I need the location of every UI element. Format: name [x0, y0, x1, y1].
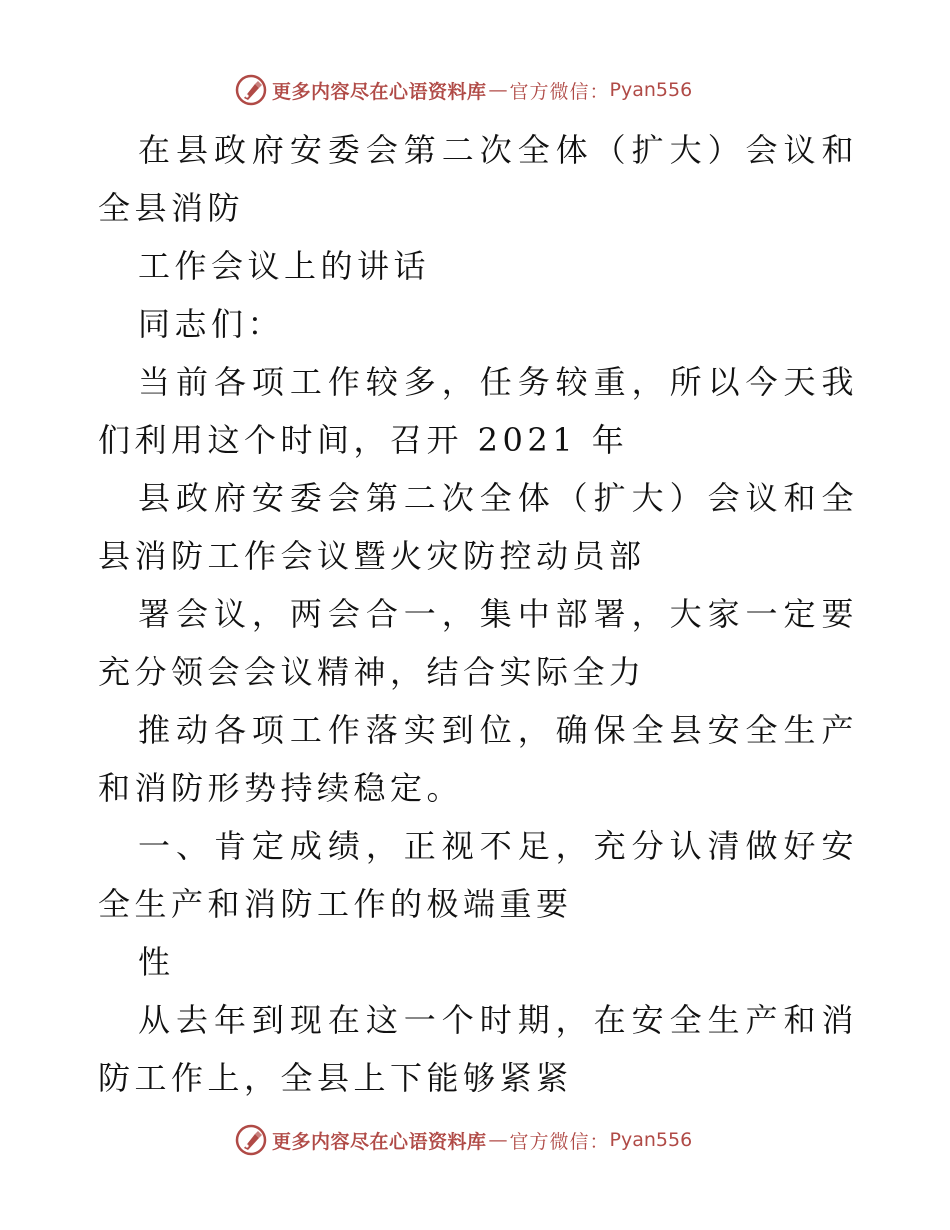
watermark-wechat-id: Pyan556 — [609, 1129, 693, 1151]
watermark-main-text: 更多内容尽在心语资料库 — [272, 80, 487, 103]
salutation: 同志们： — [138, 305, 285, 343]
watermark-sub-text: 官方微信： — [509, 80, 610, 103]
document-body — [98, 121, 858, 1107]
watermark-dash: — — [488, 1129, 508, 1151]
section-heading-continued: 性 — [138, 943, 175, 981]
document-title-line-1: 在县政府安委会第二次全体（扩大）会议和全县消防 — [98, 131, 858, 227]
document-title-line-2: 工作会议上的讲话 — [138, 247, 431, 285]
paragraph: 当前各项工作较多，任务较重，所以今天我们利用这个时间，召开 2021 年 — [98, 363, 858, 459]
watermark-wechat-id: Pyan556 — [609, 79, 693, 101]
paragraph: 署会议，两会合一，集中部署，大家一定要充分领会会议精神，结合实际全力 — [98, 595, 858, 691]
watermark-header — [234, 70, 692, 110]
paragraph: 县政府安委会第二次全体（扩大）会议和全县消防工作会议暨火灾防控动员部 — [98, 479, 858, 575]
paragraph: 推动各项工作落实到位，确保全县安全生产和消防形势持续稳定。 — [98, 711, 858, 807]
watermark-footer — [234, 1120, 692, 1160]
watermark-sub-text: 官方微信： — [509, 1130, 610, 1153]
watermark-main-text: 更多内容尽在心语资料库 — [272, 1130, 487, 1153]
section-heading: 一、肯定成绩，正视不足，充分认清做好安全生产和消防工作的极端重要 — [98, 827, 858, 923]
pen-nib-icon — [234, 73, 268, 107]
watermark-dash: — — [488, 79, 508, 101]
paragraph: 从去年到现在这一个时期，在安全生产和消防工作上，全县上下能够紧紧 — [98, 1001, 858, 1097]
pen-nib-icon — [234, 1123, 268, 1157]
